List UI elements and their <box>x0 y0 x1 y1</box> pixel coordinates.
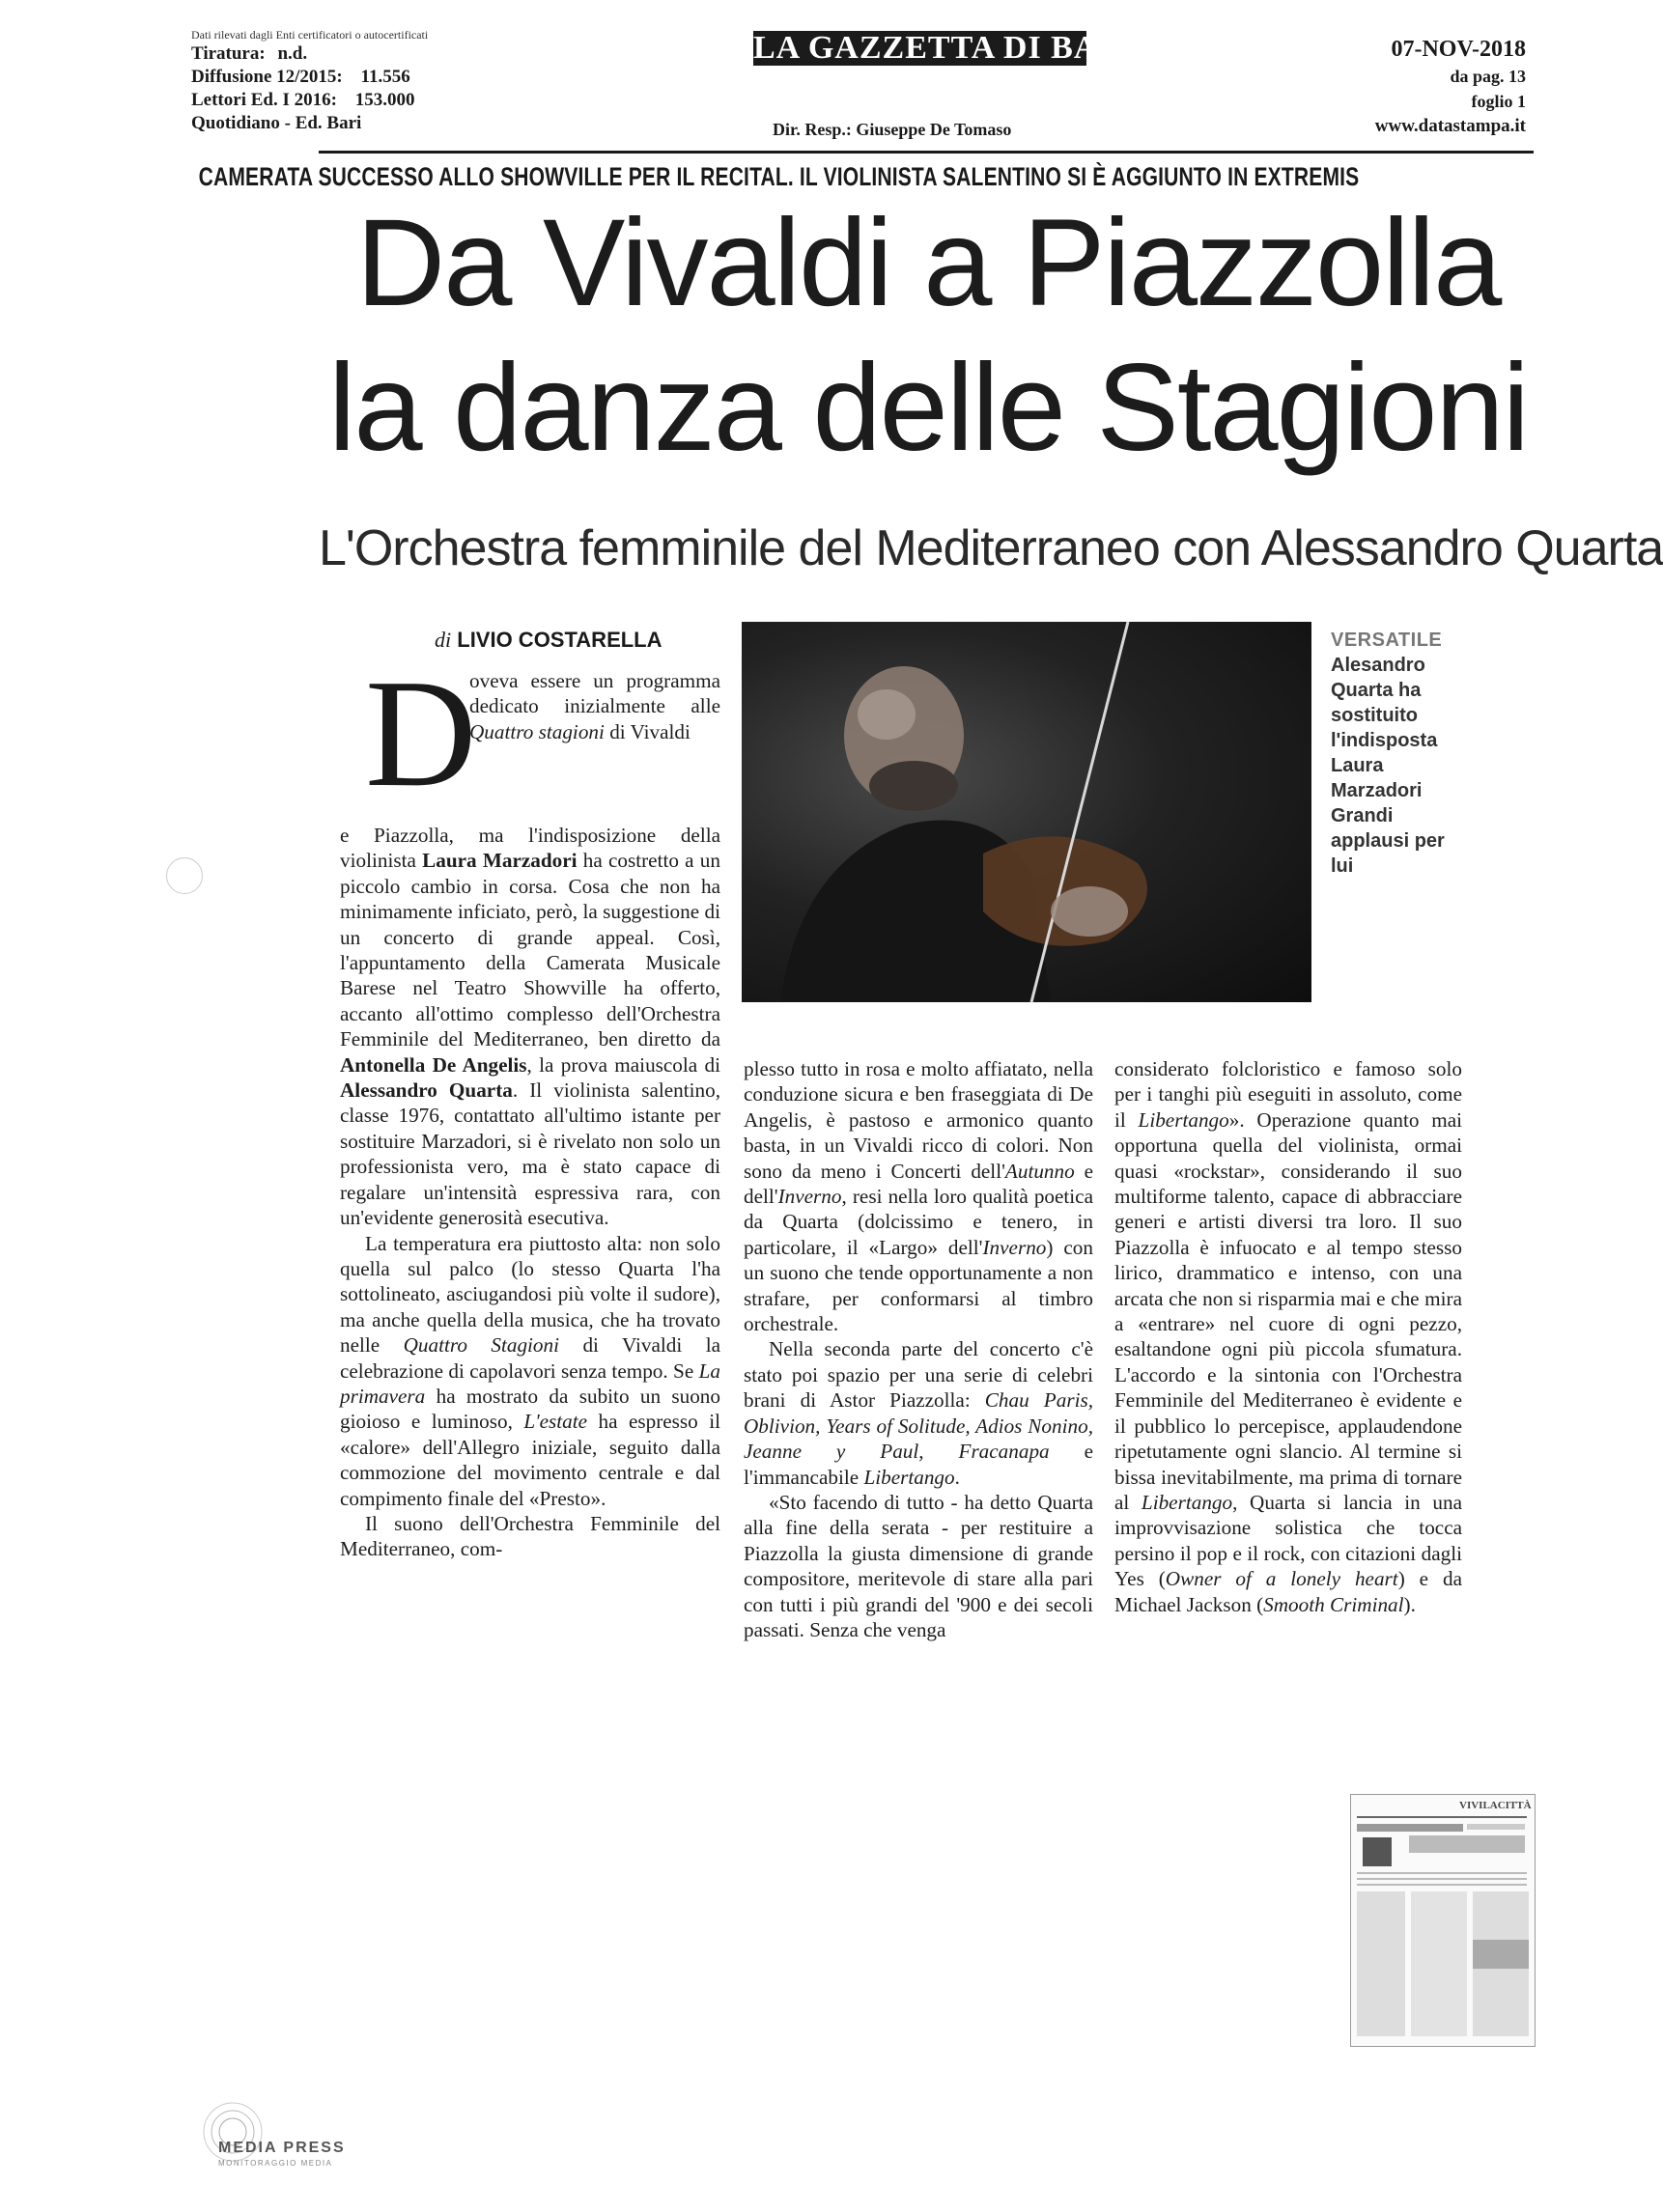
publication-date: 07-NOV-2018 <box>1391 37 1526 62</box>
tiratura-row: Tiratura: n.d. <box>191 43 308 64</box>
paragraph: e Piazzolla, ma l'indisposizione della violinista Laura Marzadori ha costretto a un piccolo cambio in corsa. Cosa che non ha minimamente inficiato, però, la suggestione di un concerto di grande appeal. Così, l'appuntamento della Camerata Musicale Barese nel Teatro Showville ha offerto, accanto all'ottimo complesso dell'Orchestra Femminile del Mediterraneo, ben diretto da Antonella De Angelis, la prova maiuscola di Alessandro Quarta. Il violinista salentino, classe 1976, contattato all'ultimo istante per sostituire Marzadori, si è rivelato non solo un professionista vero, ma è stato capace di regalare un'intensità espressiva rara, con un'evidente generosità esecutiva. <box>340 824 720 1230</box>
byline: di LIVIO COSTARELLA <box>435 628 662 652</box>
lettori-row: Lettori Ed. I 2016: 153.000 <box>191 90 415 110</box>
newspaper-masthead: LA GAZZETTA DI BARI <box>753 30 1138 66</box>
website-link[interactable]: www.datastampa.it <box>1374 116 1526 136</box>
certification-note: Dati rilevati dagli Enti certificatori o autocertificati <box>191 28 429 42</box>
media-press-logo <box>189 2093 353 2180</box>
author-name: LIVIO COSTARELLA <box>457 628 662 652</box>
article-kicker: CAMERATA SUCCESSO ALLO SHOWVILLE PER IL RECITAL. IL VIOLINISTA SALENTINO SI È AGGIUNTO IN EXTREMIS <box>198 162 1360 191</box>
article-title-line-1: Da Vivaldi a Piazzolla <box>355 194 1501 332</box>
clipping-reference <box>1323 35 1526 139</box>
paragraph: Nella seconda parte del concerto c'è stato poi spazio per una serie di celebri brani di Astor Piazzolla: Chau Paris, Oblivion, Years of Solitude, Adios Nonino, Jeanne y Paul, Fracanapa e l'immancabile Libertango. <box>744 1337 1094 1489</box>
edition-label: Quotidiano - Ed. Bari <box>191 113 362 133</box>
press-clipping-stats <box>191 27 597 135</box>
paragraph: plesso tutto in rosa e molto affiatato, nella conduzione sicura e ben fraseggiata di De Angelis, è pastoso e armonico quanto basta, in un Vivaldi ricco di colori. Non sono da meno i Concerti dell'Autunno e dell'Inverno, resi nella loro qualità poetica da Quarta (dolcissimo e tenero, in particolare, il «Largo» dell'Inverno) con un suono che tende opportunamente a non strafare, per conformarsi al timbro orchestrale. <box>744 1057 1093 1336</box>
thumbnail-masthead: VIVILACITTÀ <box>1459 1800 1532 1811</box>
article-subtitle: L'Orchestra femminile del Mediterraneo con Alessandro Quarta <box>319 520 1663 576</box>
column-1 <box>340 823 720 1562</box>
paragraph: Il suono dell'Orchestra Femminile del Mediterraneo, com- <box>340 1511 720 1561</box>
page-reference: da pag. 13 <box>1450 67 1526 86</box>
photo-caption <box>1331 628 1456 879</box>
paragraph: «Sto facendo di tutto - ha detto Quarta alla fine della serata - per restituire a Piazzolla la giusta dimensione di grande compositore, meritevole di stare alla pari con tutti i più grandi del '900 e dei secoli passati. Senza che venga <box>744 1490 1093 1641</box>
director-line: Dir. Resp.: Giuseppe De Tomaso <box>773 120 1012 139</box>
article-title-line-2: la danza delle Stagioni <box>327 339 1529 477</box>
caption-kicker: VERSATILE <box>1331 630 1443 651</box>
drop-cap: D <box>365 647 477 819</box>
punch-hole-mark <box>166 857 203 894</box>
paragraph: considerato folcloristico e famoso solo per i tanghi più eseguiti in assoluto, come il Libertango». Operazione quanto mai opportuna quella del violinista, ormai quasi «rockstar», considerando il suo multiforme talento, capace di abbracciare generi e artisti diversi tra loro. Il suo Piazzolla è infuocato e al tempo stesso lirico, drammatico e intenso, con una arcata che non si risparmia mai e che mira a «entrare» nel cuore di ogni pezzo, esaltandone ogni più piccola sfumatura. L'accordo e la sintonia con l'Orchestra Femminile del Mediterraneo è evidente e il pubblico lo percepisce, applaudendone ripetutamente ogni slancio. Al termine si bissa inevitabilmente, ma prima di tornare al Libertango, Quarta si lancia in una improvvisazione solistica che tocca persino il pop e il rock, con citazioni dagli Yes (Owner of a lonely heart) e da Michael Jackson (Smooth Criminal). <box>1114 1057 1462 1616</box>
sheet-number: foglio 1 <box>1471 92 1526 111</box>
violinist-photo <box>742 622 1311 1002</box>
column-2 <box>744 1056 1093 1642</box>
column-3 <box>1114 1056 1462 1617</box>
intro-paragraph: oveva essere un programma dedicato inizialmente alle Quattro stagioni di Vivaldi <box>469 669 720 743</box>
paragraph: La temperatura era piuttosto alta: non solo quella sul palco (lo stesso Quarta l'ha sottolineato, asciugandosi più volte il sudore), ma anche quella della musica, che ha trovato nelle Quattro Stagioni di Vivaldi la celebrazione di capolavori senza tempo. Se La primavera ha mostrato da subito un suono gioioso e luminoso, L'estate ha espresso il «calore» dell'Allegro iniziale, seguito dalla commozione del movimento centrale e dal compimento finale del «Presto». <box>340 1231 720 1510</box>
logo-text: MEDIA PRESS <box>218 2140 346 2156</box>
caption-text: Alesandro Quarta ha sostituito l'indisposta Laura Marzadori Grandi applausi per lui <box>1331 655 1445 877</box>
column-1-intro <box>373 668 720 744</box>
diffusione-row: Diffusione 12/2015: 11.556 <box>191 67 410 87</box>
logo-subtext: MONITORAGGIO MEDIA <box>218 2159 333 2168</box>
header-divider <box>319 151 1534 154</box>
page-thumbnail <box>1350 1794 1536 2047</box>
